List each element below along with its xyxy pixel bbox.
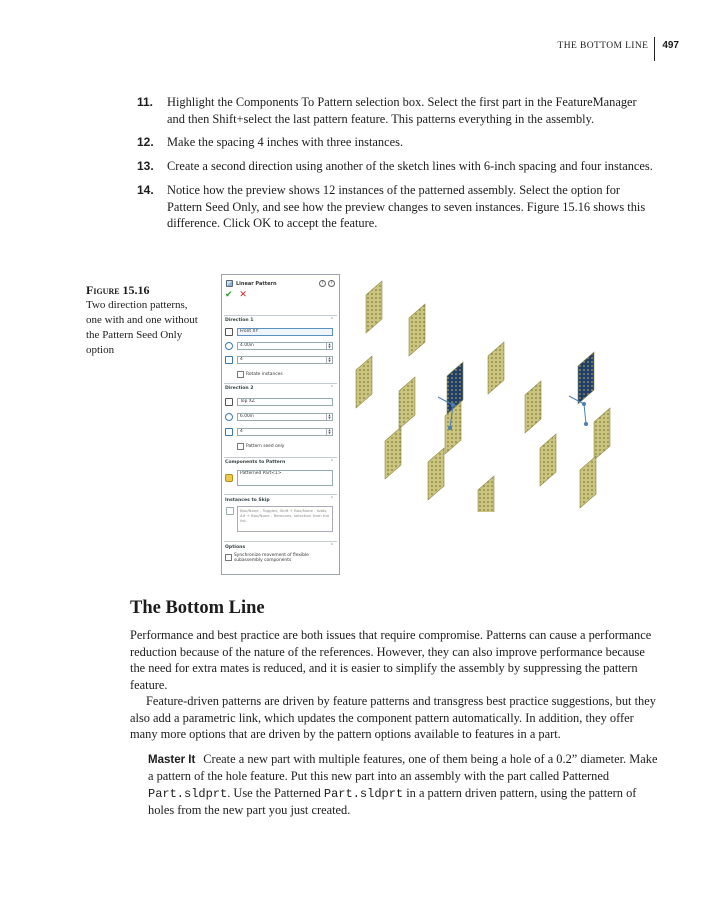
confirm-bar bbox=[225, 291, 247, 300]
components-section bbox=[224, 457, 337, 465]
direction2-instances-row bbox=[225, 427, 333, 436]
spinner-icon[interactable]: ▲ ▼ bbox=[326, 414, 332, 420]
pattern-instance-plate bbox=[594, 408, 610, 460]
sketch-point bbox=[448, 426, 452, 430]
direction1-instances-value: 4 bbox=[240, 356, 243, 362]
reverse-direction-icon[interactable] bbox=[225, 328, 233, 336]
pattern-instance-plate bbox=[356, 356, 372, 408]
pattern-instance-plate bbox=[540, 434, 556, 486]
direction1-instances-input[interactable] bbox=[237, 356, 333, 364]
step-number: 11. bbox=[137, 95, 154, 109]
instances-icon bbox=[225, 356, 233, 364]
pattern-instance-plate bbox=[488, 342, 504, 394]
master-it-text: in a pattern driven pattern, using the pattern of holes from the new part you just created. bbox=[148, 785, 637, 817]
master-it-label: Master It bbox=[148, 753, 196, 766]
options-section bbox=[224, 541, 337, 550]
running-header bbox=[558, 37, 679, 63]
collapse-icon[interactable]: ⌃ bbox=[329, 385, 334, 391]
pattern-instance-plate bbox=[385, 427, 401, 479]
code-filename: Part.sldprt bbox=[148, 786, 228, 801]
paragraph: Performance and best practice are both issues that require compromise. Patterns can cause a performance reduction because of the nature of the references. However, they can also improve performance because the need for extra mates is reduced, and it is easier to simplify the assembly by suppressing the pattern feature. bbox=[130, 628, 652, 692]
direction1-section bbox=[224, 315, 337, 323]
sketch-point bbox=[582, 402, 586, 406]
synchronize-checkbox[interactable] bbox=[225, 554, 232, 561]
skip-instances-list[interactable]: Box/None - Toggles, Shift + Box/None - Adds, Alt + Box/None - Removes, selection from the list. bbox=[237, 506, 333, 532]
code-filename: Part.sldprt bbox=[323, 786, 404, 801]
linear-pattern-icon bbox=[226, 280, 233, 287]
direction2-section bbox=[224, 383, 337, 391]
pattern-instance-plate bbox=[478, 476, 494, 512]
direction2-instances-input[interactable] bbox=[237, 428, 333, 436]
step-text: Make the spacing 4 inches with three instances. bbox=[167, 135, 404, 149]
running-title: THE BOTTOM LINE bbox=[557, 41, 649, 51]
components-row bbox=[225, 470, 333, 486]
cancel-button[interactable]: ✕ bbox=[239, 290, 247, 300]
figure-caption bbox=[86, 283, 204, 358]
direction2-instances-value: 4 bbox=[240, 428, 243, 434]
pattern-instance-plate bbox=[428, 448, 444, 500]
spinner-icon[interactable]: ▲ ▼ bbox=[326, 429, 332, 435]
direction1-spacing-row bbox=[225, 341, 333, 350]
step-number: 13. bbox=[137, 159, 154, 173]
linear-pattern-panel bbox=[221, 274, 340, 575]
step-number: 12. bbox=[137, 135, 154, 149]
step-item bbox=[137, 94, 657, 127]
instances-icon bbox=[225, 428, 233, 436]
collapse-icon[interactable]: ⌃ bbox=[329, 317, 334, 323]
figure-label: Figure 15.16 bbox=[86, 283, 150, 297]
direction2-spacing-input[interactable] bbox=[237, 413, 333, 421]
direction2-spacing-row bbox=[225, 412, 333, 421]
step-text: Create a second direction using another of the sketch lines with 6-inch spacing and four instances. bbox=[167, 159, 653, 173]
panel-title: Linear Pattern bbox=[236, 280, 277, 287]
step-text: Notice how the preview shows 12 instances of the patterned assembly. Select the option for Pattern Seed Only, and see how the preview changes to seven instances. Figure 15.16 shows this difference. Click OK to accept the feature. bbox=[167, 183, 646, 230]
components-title[interactable]: Components to Pattern bbox=[225, 460, 286, 465]
step-item bbox=[137, 182, 657, 232]
collapse-icon[interactable]: ⌃ bbox=[329, 543, 334, 549]
rotate-instances-label: Rotate instances bbox=[246, 372, 283, 377]
direction2-reference-field[interactable]: Top XZ bbox=[237, 398, 333, 406]
skip-section bbox=[224, 494, 337, 503]
master-it bbox=[130, 751, 658, 819]
collapse-icon[interactable]: ⌃ bbox=[329, 496, 334, 502]
section-body bbox=[130, 627, 658, 819]
info-icon[interactable]: ? bbox=[328, 280, 335, 287]
step-item bbox=[137, 134, 657, 151]
component-icon bbox=[225, 474, 233, 482]
step-text: Highlight the Components To Pattern selection box. Select the first part in the FeatureManager and then Shift+select the last pattern feature. This patterns everything in the assembly. bbox=[167, 95, 637, 126]
pattern-seed-only-label: Pattern seed only bbox=[246, 444, 285, 449]
direction1-spacing-value: 4.00in bbox=[240, 342, 254, 348]
rotate-instances-option[interactable] bbox=[237, 371, 283, 378]
spacing-icon bbox=[225, 413, 233, 421]
spinner-icon[interactable]: ▲ ▼ bbox=[326, 357, 332, 363]
reverse-direction-icon[interactable] bbox=[225, 398, 233, 406]
pattern-instance-plate bbox=[366, 281, 382, 333]
sketch-line bbox=[569, 396, 586, 424]
direction2-spacing-value: 6.00in bbox=[240, 413, 254, 419]
direction1-spacing-input[interactable] bbox=[237, 342, 333, 350]
sketch-point bbox=[451, 403, 455, 407]
paragraph: Feature-driven patterns are driven by feature patterns and transgress best practice suggestions, but they also add a parametric link, which updates the component pattern automatically. In addition, they offer many more options that are driven by the pattern options available to features in a part. bbox=[130, 694, 656, 741]
spinner-icon[interactable]: ▲ ▼ bbox=[326, 343, 332, 349]
pattern-instance-plate bbox=[525, 381, 541, 433]
direction2-title[interactable]: Direction 2 bbox=[225, 386, 254, 391]
direction1-title[interactable]: Direction 1 bbox=[225, 318, 254, 323]
components-list[interactable]: Patterned Part<1> bbox=[237, 470, 333, 486]
seed-plate bbox=[578, 352, 594, 404]
synchronize-label: Synchronize movement of flexible subassembly components bbox=[234, 553, 309, 563]
sketch-point bbox=[584, 422, 588, 426]
master-it-text: . Use the Patterned bbox=[227, 785, 324, 800]
pattern-instance-plate bbox=[399, 377, 415, 429]
collapse-icon[interactable]: ⌃ bbox=[329, 459, 334, 465]
spacing-icon bbox=[225, 342, 233, 350]
skip-title[interactable]: Instances to Skip bbox=[225, 498, 270, 503]
pattern-seed-only-checkbox[interactable] bbox=[237, 443, 244, 450]
rotate-instances-checkbox[interactable] bbox=[237, 371, 244, 378]
step-item bbox=[137, 158, 657, 175]
skip-icon bbox=[226, 507, 234, 515]
step-number: 14. bbox=[137, 183, 154, 197]
pattern-seed-only-option[interactable] bbox=[237, 443, 284, 450]
step-list bbox=[137, 94, 657, 239]
ok-button[interactable]: ✔ bbox=[225, 290, 233, 300]
section-heading: The Bottom Line bbox=[130, 598, 265, 618]
direction1-reference-field[interactable]: Front XY bbox=[237, 328, 333, 336]
direction2-reference-row bbox=[225, 397, 333, 406]
pattern-preview bbox=[350, 276, 612, 512]
options-title[interactable]: Options bbox=[225, 545, 246, 550]
pattern-instance-plate bbox=[409, 304, 425, 356]
panel-header bbox=[226, 279, 335, 288]
help-icon[interactable]: ? bbox=[319, 280, 326, 287]
page-number: 497 bbox=[662, 40, 679, 51]
pattern-instance-plate bbox=[580, 456, 596, 508]
direction1-instances-row bbox=[225, 355, 333, 364]
direction1-reference-row bbox=[225, 327, 333, 336]
synchronize-option[interactable] bbox=[225, 553, 333, 563]
figure-caption-text: Two direction patterns, one with and one without the Pattern Seed Only option bbox=[86, 299, 198, 356]
master-it-text: Create a new part with multiple features, one of them being a hole of a 0.2” diameter. Make a pattern of the hole feature. Put this new part into an assembly with the part called Patterned bbox=[148, 751, 658, 783]
